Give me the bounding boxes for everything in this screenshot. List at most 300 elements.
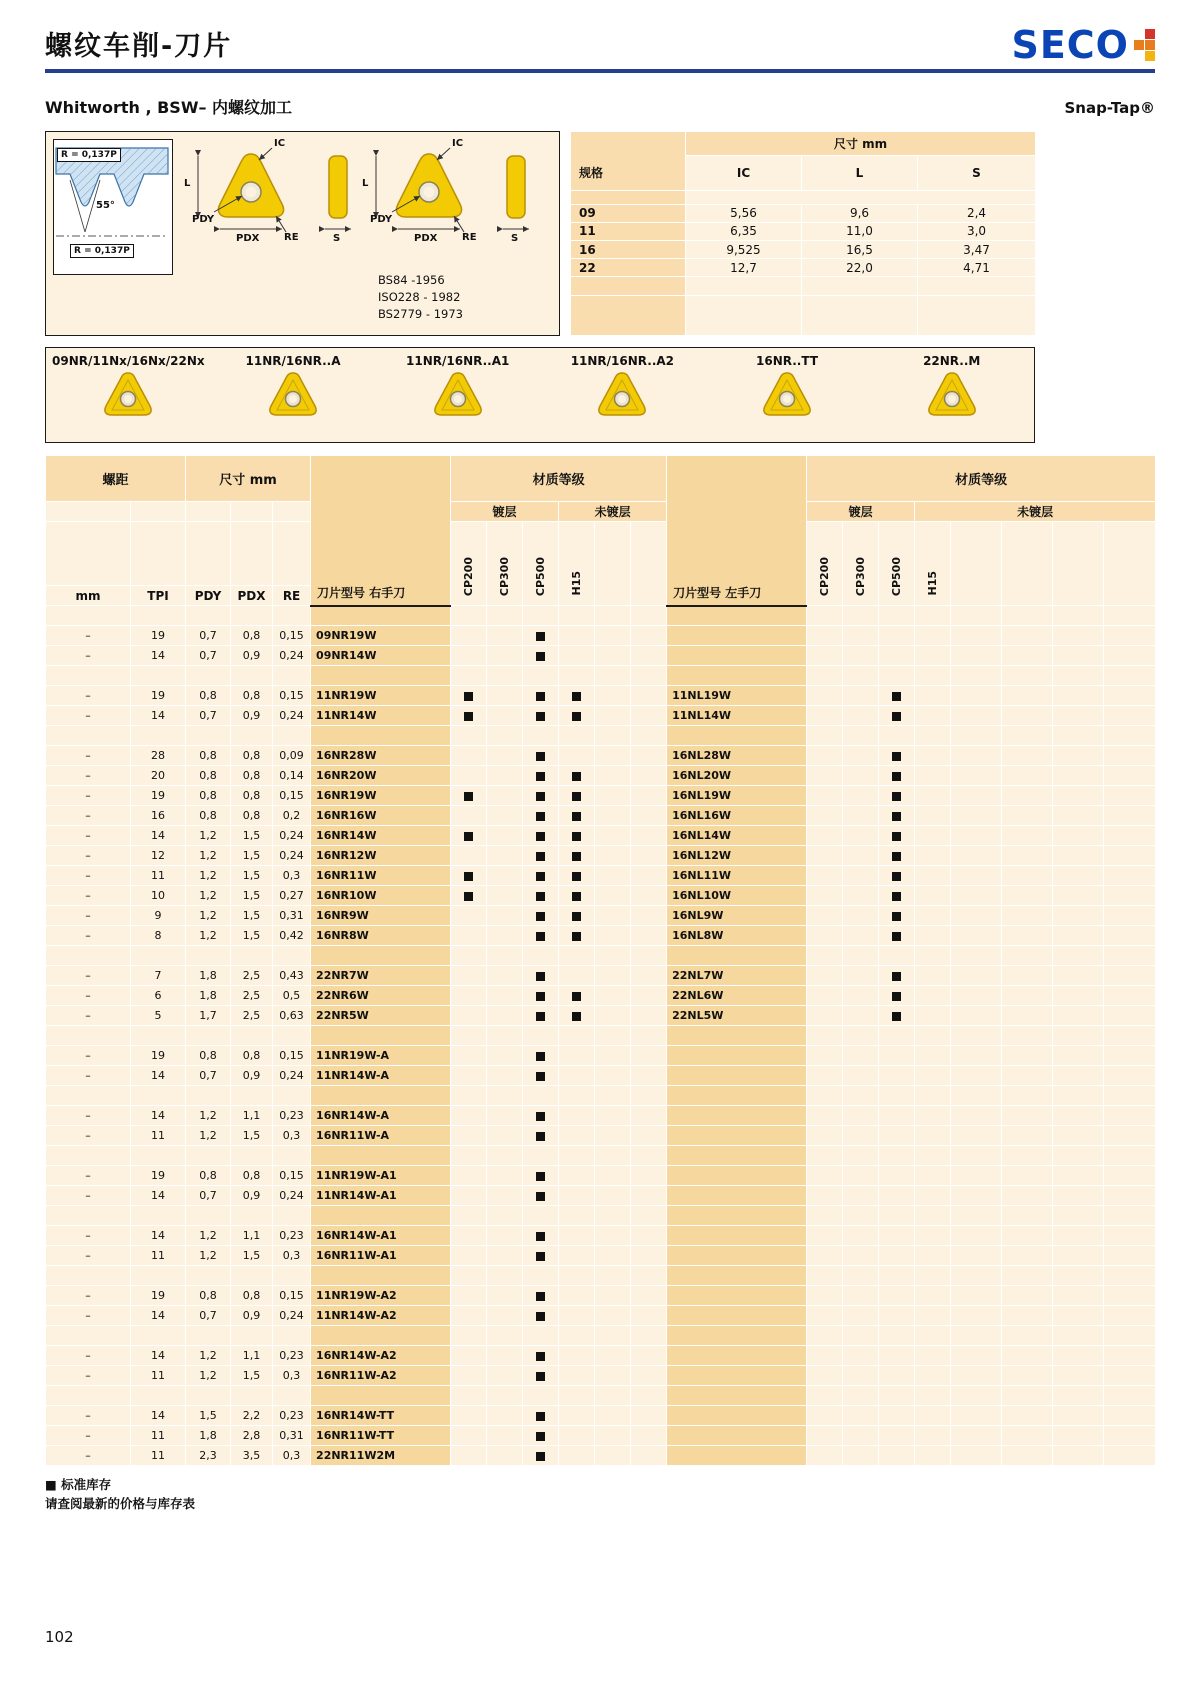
right-grade-h15-cell [559, 826, 595, 846]
empty-cell [631, 746, 667, 766]
empty-cell [631, 966, 667, 986]
empty-cell [1104, 1146, 1156, 1166]
empty-cell [1002, 1326, 1053, 1346]
empty-cell [595, 926, 631, 946]
insert-row [46, 1226, 1156, 1246]
left-grade-h15-cell [915, 866, 951, 886]
insert-diagram-box [45, 131, 560, 336]
left-grade-cp300-cell [843, 1106, 879, 1126]
spacer-row [46, 1026, 1156, 1046]
re-cell: 0,27 [273, 886, 311, 906]
right-grade-cp300-cell [487, 706, 523, 726]
re-cell [273, 1206, 311, 1226]
stock-marker [572, 872, 581, 881]
left-grade-cp300-cell [843, 826, 879, 846]
empty-cell [595, 806, 631, 826]
stock-marker [572, 892, 581, 901]
mm-cell: – [46, 986, 131, 1006]
dim-value-cell: 16,5 [802, 241, 918, 259]
empty-cell [595, 1406, 631, 1426]
stock-marker [892, 1012, 901, 1021]
empty-cell [951, 1166, 1002, 1186]
empty-cell [595, 1066, 631, 1086]
mm-cell [46, 726, 131, 746]
stock-marker [572, 772, 581, 781]
left-grade-cp300-cell [843, 946, 879, 966]
stock-marker [536, 1432, 545, 1441]
pdx-cell: 0,8 [231, 1166, 273, 1186]
left-grade-h15-cell [915, 1006, 951, 1026]
right-grade-cp300-cell [487, 1286, 523, 1306]
right-grade-cp200-cell [451, 1226, 487, 1246]
re-cell: 0,24 [273, 1066, 311, 1086]
mm-cell: – [46, 906, 131, 926]
pdx-cell: 0,9 [231, 1186, 273, 1206]
empty-cell [595, 1446, 631, 1466]
empty-cell [951, 846, 1002, 866]
right-model-cell: 11NR14W [311, 706, 451, 726]
dim-row [571, 222, 1036, 240]
right-grade-cp500-cell [523, 806, 559, 826]
empty-cell [1104, 1386, 1156, 1406]
left-model-cell [667, 626, 807, 646]
tpi-cell: 14 [131, 1346, 186, 1366]
empty-cell [595, 966, 631, 986]
empty-cell [1104, 1246, 1156, 1266]
stock-marker [572, 812, 581, 821]
stock-marker [892, 872, 901, 881]
empty-cell [951, 646, 1002, 666]
tpi-cell: 19 [131, 686, 186, 706]
tpi-cell: 20 [131, 766, 186, 786]
re-cell [273, 946, 311, 966]
right-model-cell: 16NR12W [311, 846, 451, 866]
standards-list [378, 272, 463, 323]
left-model-cell: 22NL5W [667, 1006, 807, 1026]
right-grade-cp200-cell [451, 746, 487, 766]
stock-marker [536, 852, 545, 861]
dim-value-cell: 3,0 [918, 222, 1036, 240]
left-grade-cp500-cell [879, 626, 915, 646]
empty-cell [1002, 886, 1053, 906]
pdx-cell: 0,8 [231, 626, 273, 646]
empty-cell [595, 726, 631, 746]
left-grade-cp200-cell [807, 1226, 843, 1246]
spacer-row [46, 946, 1156, 966]
right-grade-cp500-cell [523, 1186, 559, 1206]
empty-cell [1002, 906, 1053, 926]
left-grade-h15-cell [915, 1426, 951, 1446]
left-grade-cp200-cell [807, 1246, 843, 1266]
empty-cell [1053, 1046, 1104, 1066]
pdx-cell: 3,5 [231, 1446, 273, 1466]
empty-cell [951, 866, 1002, 886]
right-grade-cp500-cell [523, 1026, 559, 1046]
tpi-cell: 14 [131, 1406, 186, 1426]
left-grade-cp300-cell [843, 1426, 879, 1446]
re-cell [273, 1326, 311, 1346]
empty-cell [1053, 866, 1104, 886]
empty-cell [1002, 1306, 1053, 1326]
pdy-cell: 1,2 [186, 866, 231, 886]
insert-gallery [45, 347, 1035, 443]
stock-marker [536, 972, 545, 981]
left-grade-h15-cell [915, 1286, 951, 1306]
pdx-cell: 1,5 [231, 866, 273, 886]
left-grade-h15-cell [915, 926, 951, 946]
spacer-row [46, 1266, 1156, 1286]
empty-cell [951, 766, 1002, 786]
left-grade-cp200-cell [807, 986, 843, 1006]
pdx-cell: 1,5 [231, 1126, 273, 1146]
re-cell: 0,23 [273, 1406, 311, 1426]
empty-cell [631, 1166, 667, 1186]
right-model-cell: 16NR11W-A2 [311, 1366, 451, 1386]
empty-cell [631, 1346, 667, 1366]
right-grade-h15-cell [559, 1346, 595, 1366]
empty-cell [1104, 1046, 1156, 1066]
mm-header: mm [46, 586, 131, 606]
right-grade-cp200-cell [451, 1266, 487, 1286]
empty-cell [595, 986, 631, 1006]
grade-label-row [46, 522, 1156, 586]
empty-cell [595, 686, 631, 706]
empty-cell [595, 606, 631, 626]
empty-cell [1002, 1406, 1053, 1426]
pdx-header: PDX [231, 586, 273, 606]
empty-cell [1104, 1306, 1156, 1326]
empty-cell [1002, 1366, 1053, 1386]
right-grade-cp300-cell [487, 906, 523, 926]
insert-row [46, 1406, 1156, 1426]
empty-cell [1104, 1366, 1156, 1386]
empty-cell [1104, 966, 1156, 986]
stock-marker [536, 752, 545, 761]
empty-cell [1002, 606, 1053, 626]
empty-cell [1002, 866, 1053, 886]
empty-cell [595, 746, 631, 766]
group-header-row [46, 456, 1156, 502]
footnotes [45, 1475, 1155, 1513]
right-grade-cp300-cell [487, 926, 523, 946]
right-grade-h15-cell [559, 1086, 595, 1106]
left-grade-cp500-cell [879, 786, 915, 806]
empty-cell [631, 1386, 667, 1406]
stock-marker [536, 772, 545, 781]
empty-cell [1053, 806, 1104, 826]
empty-cell [1104, 786, 1156, 806]
empty-cell [595, 1166, 631, 1186]
left-model-cell [667, 1386, 807, 1406]
empty-cell [951, 626, 1002, 646]
pdy-cell: 0,7 [186, 1186, 231, 1206]
empty-cell [631, 686, 667, 706]
pdy-cell: 0,8 [186, 1046, 231, 1066]
empty-cell [595, 766, 631, 786]
left-grade-cp500-cell [879, 1446, 915, 1466]
top-area [45, 131, 1155, 336]
insert-row [46, 626, 1156, 646]
left-grade-cp500-cell [879, 1306, 915, 1326]
empty-cell [595, 1026, 631, 1046]
dim-value-cell: 9,525 [686, 241, 802, 259]
coating-header-row [46, 502, 1156, 522]
right-grade-cp200-cell [451, 926, 487, 946]
right-grade-h15-cell [559, 1426, 595, 1446]
seco-wordmark: SECO [1011, 22, 1129, 67]
pdy-cell [186, 726, 231, 746]
insert-row [46, 1446, 1156, 1466]
tpi-cell [131, 1146, 186, 1166]
pdx-cell [231, 1266, 273, 1286]
right-model-cell: 16NR11W [311, 866, 451, 886]
empty-cell [631, 1106, 667, 1126]
right-grade-cp500-cell [523, 786, 559, 806]
tpi-cell: 14 [131, 1066, 186, 1086]
right-grade-h15-cell [559, 806, 595, 826]
left-grade-cp300-cell [843, 686, 879, 706]
left-model-cell: 22NL7W [667, 966, 807, 986]
left-model-cell: 16NL8W [667, 926, 807, 946]
empty-cell [631, 1006, 667, 1026]
spacer-row [46, 1206, 1156, 1226]
mm-cell: – [46, 1106, 131, 1126]
right-grade-cp200-cell [451, 606, 487, 626]
left-grade-cp300-cell [843, 986, 879, 1006]
mm-cell [46, 1266, 131, 1286]
stock-marker [892, 832, 901, 841]
empty-cell [595, 1366, 631, 1386]
left-grade-cp500-cell [879, 1246, 915, 1266]
right-grade-h15-cell [559, 1146, 595, 1166]
left-grade-h15-cell [915, 766, 951, 786]
grade-h15-left: H15 [915, 522, 951, 606]
right-grade-cp200-cell [451, 1026, 487, 1046]
mm-cell: – [46, 866, 131, 886]
left-grade-cp300-cell [843, 666, 879, 686]
right-grade-cp500-cell [523, 846, 559, 866]
left-grade-cp200-cell [807, 626, 843, 646]
right-grade-cp500-cell [523, 766, 559, 786]
empty-cell [631, 1026, 667, 1046]
empty-cell [951, 966, 1002, 986]
right-grade-cp300-cell [487, 1326, 523, 1346]
empty-cell [1053, 1446, 1104, 1466]
left-grade-h15-cell [915, 886, 951, 906]
left-grade-h15-cell [915, 706, 951, 726]
empty-cell [1104, 726, 1156, 746]
empty-cell [1104, 1026, 1156, 1046]
stock-marker [536, 1192, 545, 1201]
pdx-cell: 0,9 [231, 1306, 273, 1326]
left-grade-cp300-cell [843, 1266, 879, 1286]
left-grade-cp200-cell [807, 1146, 843, 1166]
right-grade-cp200-cell [451, 766, 487, 786]
right-grade-cp500-cell [523, 1266, 559, 1286]
re-cell: 0,24 [273, 1186, 311, 1206]
stock-marker [572, 832, 581, 841]
empty-cell [595, 846, 631, 866]
pdx-cell [231, 1146, 273, 1166]
left-grade-cp200-cell [807, 1426, 843, 1446]
pdy-cell: 0,7 [186, 1306, 231, 1326]
left-model-cell: 16NL12W [667, 846, 807, 866]
pdy-cell: 0,7 [186, 1066, 231, 1086]
empty-cell [1053, 786, 1104, 806]
left-grade-cp500-cell [879, 826, 915, 846]
empty-cell [1104, 886, 1156, 906]
left-grade-cp300-cell [843, 766, 879, 786]
grade-cp500-left: CP500 [879, 522, 915, 606]
empty-cell [1053, 666, 1104, 686]
tpi-cell: 9 [131, 906, 186, 926]
re-cell: 0,24 [273, 706, 311, 726]
insert-row [46, 1366, 1156, 1386]
left-model-cell [667, 1066, 807, 1086]
tpi-cell [131, 666, 186, 686]
left-model-cell [667, 1266, 807, 1286]
empty-cell [631, 906, 667, 926]
insert-row [46, 866, 1156, 886]
pdx-cell: 1,5 [231, 906, 273, 926]
empty-cell [1104, 766, 1156, 786]
spacer-row [46, 666, 1156, 686]
pdy-cell: 0,8 [186, 806, 231, 826]
insert-row [46, 926, 1156, 946]
empty-cell [595, 1226, 631, 1246]
empty-cell [631, 766, 667, 786]
left-grade-cp300-cell [843, 1206, 879, 1226]
right-grade-cp200-cell [451, 666, 487, 686]
re-cell [273, 666, 311, 686]
pdx-cell: 1,1 [231, 1346, 273, 1366]
re-cell: 0,15 [273, 786, 311, 806]
left-grade-cp500-cell [879, 1166, 915, 1186]
empty-cell [595, 826, 631, 846]
right-grade-cp200-cell [451, 1386, 487, 1406]
empty-cell [1002, 846, 1053, 866]
re-header: RE [273, 586, 311, 606]
mm-cell: – [46, 1306, 131, 1326]
empty-cell [1053, 1086, 1104, 1106]
right-grade-cp200-cell [451, 1306, 487, 1326]
grade-cp200-right: CP200 [451, 522, 487, 606]
empty-cell [1053, 746, 1104, 766]
pdx-cell: 0,8 [231, 1046, 273, 1066]
left-grade-cp300-cell [843, 626, 879, 646]
pdy-cell: 1,7 [186, 1006, 231, 1026]
re-cell: 0,31 [273, 1426, 311, 1446]
left-grade-cp500-cell [879, 1366, 915, 1386]
right-grade-cp300-cell [487, 1066, 523, 1086]
tpi-cell: 12 [131, 846, 186, 866]
left-model-cell [667, 1446, 807, 1466]
left-model-cell: 16NL16W [667, 806, 807, 826]
empty-cell [1104, 1206, 1156, 1226]
insert-icon [924, 370, 980, 418]
right-grade-cp300-cell [487, 786, 523, 806]
radius-top-label: R = 0,137P [57, 148, 121, 162]
left-grade-cp500-cell [879, 1086, 915, 1106]
empty-cell [631, 786, 667, 806]
stock-marker [536, 632, 545, 641]
right-grade-cp500-cell [523, 746, 559, 766]
dim-value-cell: 9,6 [802, 204, 918, 222]
stock-marker [892, 852, 901, 861]
empty-cell [1002, 746, 1053, 766]
empty-cell [1104, 1426, 1156, 1446]
right-grade-cp200-cell [451, 1146, 487, 1166]
right-grade-cp500-cell [523, 866, 559, 886]
re-cell [273, 1386, 311, 1406]
mm-cell: – [46, 826, 131, 846]
empty-cell [951, 926, 1002, 946]
empty-cell [1002, 1026, 1053, 1046]
dim-label-re: RE [284, 232, 299, 243]
empty-cell [1002, 1046, 1053, 1066]
empty-cell [595, 1306, 631, 1326]
empty-cell [1053, 1426, 1104, 1446]
mm-cell: – [46, 1426, 131, 1446]
stock-marker [536, 812, 545, 821]
pdx-cell: 1,1 [231, 1106, 273, 1126]
tpi-cell: 14 [131, 1106, 186, 1126]
insert-row [46, 1126, 1156, 1146]
empty-cell [1002, 946, 1053, 966]
mm-cell: – [46, 1166, 131, 1186]
left-grade-h15-cell [915, 686, 951, 706]
right-grade-cp500-cell [523, 726, 559, 746]
pdy-cell: 0,8 [186, 766, 231, 786]
right-grade-cp200-cell [451, 846, 487, 866]
empty-cell [951, 1186, 1002, 1206]
left-grade-cp200-cell [807, 1086, 843, 1106]
section-title: Whitworth , BSW– 内螺纹加工 [45, 98, 293, 117]
spacer-row [46, 1146, 1156, 1166]
insert-row [46, 806, 1156, 826]
insert-icon [430, 370, 486, 418]
spacer-row [46, 726, 1156, 746]
empty-cell [1053, 726, 1104, 746]
stock-marker [536, 652, 545, 661]
re-cell: 0,15 [273, 1046, 311, 1066]
page-number: 102 [45, 1628, 74, 1646]
empty-cell [1104, 1006, 1156, 1026]
left-grade-cp300-cell [843, 1186, 879, 1206]
insert-row [46, 646, 1156, 666]
empty-cell [1104, 1446, 1156, 1466]
stock-marker [892, 712, 901, 721]
right-grade-h15-cell [559, 1266, 595, 1286]
coated-header-left: 镀层 [807, 502, 915, 522]
empty-cell [951, 806, 1002, 826]
empty-cell [1104, 946, 1156, 966]
stock-marker [464, 832, 473, 841]
empty-cell [1002, 1106, 1053, 1126]
right-grade-cp300-cell [487, 1406, 523, 1426]
left-grade-cp200-cell [807, 906, 843, 926]
right-model-cell [311, 1086, 451, 1106]
empty-cell [595, 1006, 631, 1026]
insert-variant-label: 09NR/11Nx/16Nx/22Nx [52, 354, 205, 368]
footnote-price: 请查阅最新的价格与库存表 [45, 1496, 196, 1511]
re-cell: 0,63 [273, 1006, 311, 1026]
re-cell: 0,23 [273, 1346, 311, 1366]
left-grade-cp500-cell [879, 686, 915, 706]
empty-cell [1053, 626, 1104, 646]
left-grade-cp300-cell [843, 1046, 879, 1066]
grade-cp200-left: CP200 [807, 522, 843, 606]
